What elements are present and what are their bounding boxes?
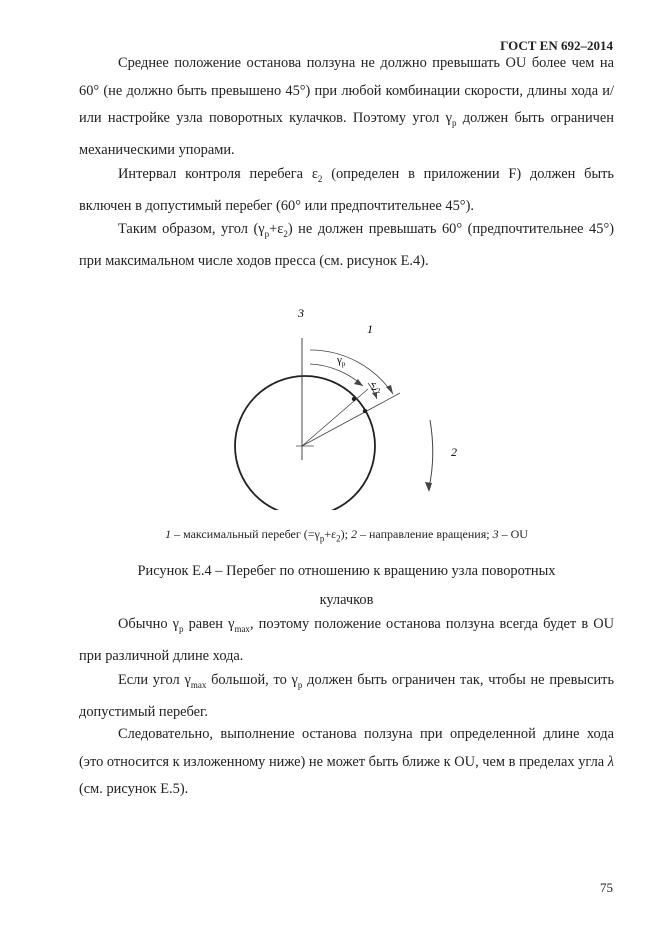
overrun-diagram (210, 300, 470, 510)
legend-text: – направление вращения; (356, 527, 493, 541)
text-run: Среднее положение останова ползуна не должно превышать OU более чем на 60° (не должно быть превышено 45°) при любой комбинации скорости, длины хода и/или настройке узла поворотных кулачков. Поэтому угол γ (79, 55, 614, 126)
legend-text: +ε (324, 527, 337, 541)
text-run: Если угол γ (118, 672, 191, 688)
subscript: p (297, 679, 303, 690)
text-run: должен быть ограничен так, чтобы не превысить допустимый перебег. (79, 672, 615, 721)
subscript: p (452, 117, 457, 128)
legend-number: 3 (492, 527, 499, 541)
paragraph-usual-case (79, 611, 614, 671)
text-run: равен γ (183, 616, 235, 632)
epsilon-ray-line (302, 393, 400, 446)
subscript: p (319, 533, 325, 544)
legend-text: ); (340, 527, 351, 541)
subscript: 2 (336, 533, 341, 544)
subscript: p (264, 228, 270, 239)
document-header: ГОСТ EN 692–2014 (500, 38, 613, 53)
figure-title-line: Рисунок E.4 – Перебег по отношению к вращению узла поворотных (137, 563, 556, 579)
figure-title (79, 557, 614, 615)
lambda-symbol: λ (607, 753, 614, 770)
legend-text: – максимальный перебег (=γ (171, 527, 320, 541)
text-run: (см. рисунок E.5). (79, 781, 189, 797)
text-run: Интервал контроля перебега ε (118, 166, 318, 182)
gamma-label: $\gamma_p$ (337, 354, 346, 368)
label-2: 2 (451, 445, 457, 459)
page-number: 75 (600, 880, 613, 895)
legend-number: 1 (165, 527, 172, 541)
legend-text: – OU (498, 527, 528, 541)
max-overrun-arc (310, 350, 393, 394)
epsilon-label: $\Sigma_2$ (371, 382, 381, 395)
paragraph-stop-position (79, 50, 614, 165)
text-run: ) не должен превышать 60° (предпочтительнее 45°) при максимальном числе ходов пресса (см. рисунок E.4). (79, 221, 614, 270)
subscript: max (190, 679, 207, 690)
figure-legend (79, 527, 614, 543)
gamma-ray-line (302, 389, 368, 446)
rotation-direction-arc (429, 420, 433, 488)
subscript: max (234, 623, 250, 634)
stop-point-gamma (352, 397, 356, 401)
subscript: 2 (317, 173, 323, 184)
text-run: (определен в приложении F) должен быть включен в допустимый перебег (60° или предпочтительнее 45°). (79, 166, 614, 215)
text-run: Обычно γ (118, 616, 179, 632)
label-1: 1 (367, 322, 373, 336)
paragraph-large-angle (79, 667, 614, 727)
paragraph-monitoring-interval (79, 161, 614, 221)
text-run: , поэтому положение останова ползуна всегда будет в OU при различной длине хода. (79, 616, 614, 665)
paragraph-consequence (79, 721, 614, 804)
subscript: 2 (283, 228, 288, 239)
legend-number: 2 (350, 527, 357, 541)
rotation-arrowhead (425, 482, 432, 492)
label-3: 3 (298, 306, 304, 320)
stop-point-epsilon (363, 409, 367, 413)
paragraph-angle-limit (79, 216, 614, 276)
text-run: большой, то γ (206, 672, 298, 688)
text-run: Следовательно, выполнение останова ползуна при определенной длине хода (это относится к изложенному ниже) не может быть ближе к OU, чем в пределах угла (79, 726, 614, 770)
text-run: должен быть ограничен механическими упорами. (79, 110, 614, 159)
text-run: Таким образом, угол (γ (118, 221, 265, 237)
figure-title-line: кулачков (319, 592, 374, 608)
text-run: +ε (269, 221, 284, 237)
subscript: p (178, 623, 184, 634)
